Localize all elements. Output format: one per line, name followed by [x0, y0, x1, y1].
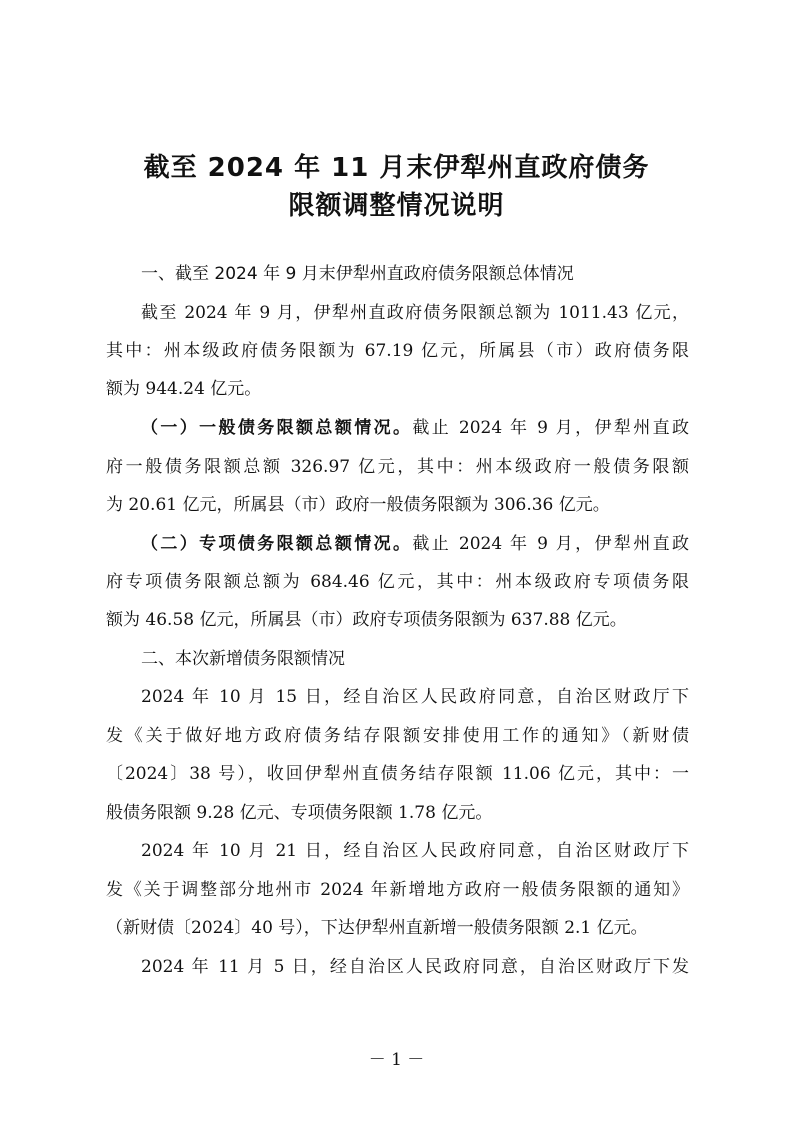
paragraph-line: 发《关于调整部分地州市 2024 年新增地方政府一般债务限额的通知》	[106, 880, 689, 900]
paragraph-line: 2024 年 10 月 15 日，经自治区人民政府同意，自治区财政厅下	[141, 687, 689, 707]
paragraph-line: 额为 46.58 亿元，所属县（市）政府专项债务限额为 637.88 亿元。	[106, 610, 627, 630]
paragraph-line: 额为 944.24 亿元。	[106, 379, 262, 399]
paragraph-line: 般债务限额 9.28 亿元、专项债务限额 1.78 亿元。	[106, 803, 493, 823]
document-title-line1: 截至 2024 年 11 月末伊犁州直政府债务	[143, 153, 650, 183]
document-title-line2: 限额调整情况说明	[288, 191, 505, 221]
paragraph-line: 2024 年 11 月 5 日，经自治区人民政府同意，自治区财政厅下发	[141, 957, 689, 977]
subsection1-line1-rest: 截止 2024 年 9 月，伊犁州直政	[412, 418, 689, 438]
paragraph-line: 2024 年 10 月 21 日，经自治区人民政府同意，自治区财政厅下	[141, 841, 689, 861]
paragraph-line: 截至 2024 年 9 月，伊犁州直政府债务限额总额为 1011.43 亿元，	[141, 303, 689, 323]
subsection2-label: （二）专项债务限额总额情况。	[141, 534, 413, 554]
paragraph-line: （新财债〔2024〕40 号），下达伊犁州直新增一般债务限额 2.1 亿元。	[106, 918, 648, 938]
paragraph-line: 发《关于做好地方政府债务结存限额安排使用工作的通知》（新财债	[106, 726, 689, 746]
subsection1-label: （一）一般债务限额总额情况。	[141, 418, 413, 438]
paragraph-line: 为 20.61 亿元，所属县（市）政府一般债务限额为 306.36 亿元。	[106, 495, 610, 515]
page-number: － 1 －	[368, 1050, 425, 1070]
subsection1-first-line	[141, 417, 689, 439]
section1-heading: 一、截至 2024 年 9 月末伊犁州直政府债务限额总体情况	[141, 264, 574, 284]
section2-heading: 二、本次新增债务限额情况	[141, 649, 345, 669]
subsection2-line1-rest: 截止 2024 年 9 月，伊犁州直政	[412, 534, 689, 554]
paragraph-line: 〔2024〕38 号），收回伊犁州直债务结存限额 11.06 亿元，其中：一	[106, 764, 689, 784]
subsection2-first-line	[141, 533, 689, 555]
paragraph-line: 其中：州本级政府债务限额为 67.19 亿元，所属县（市）政府债务限	[106, 341, 689, 361]
paragraph-line: 府专项债务限额总额为 684.46 亿元，其中：州本级政府专项债务限	[106, 572, 689, 592]
paragraph-line: 府一般债务限额总额 326.97 亿元，其中：州本级政府一般债务限额	[106, 457, 689, 477]
